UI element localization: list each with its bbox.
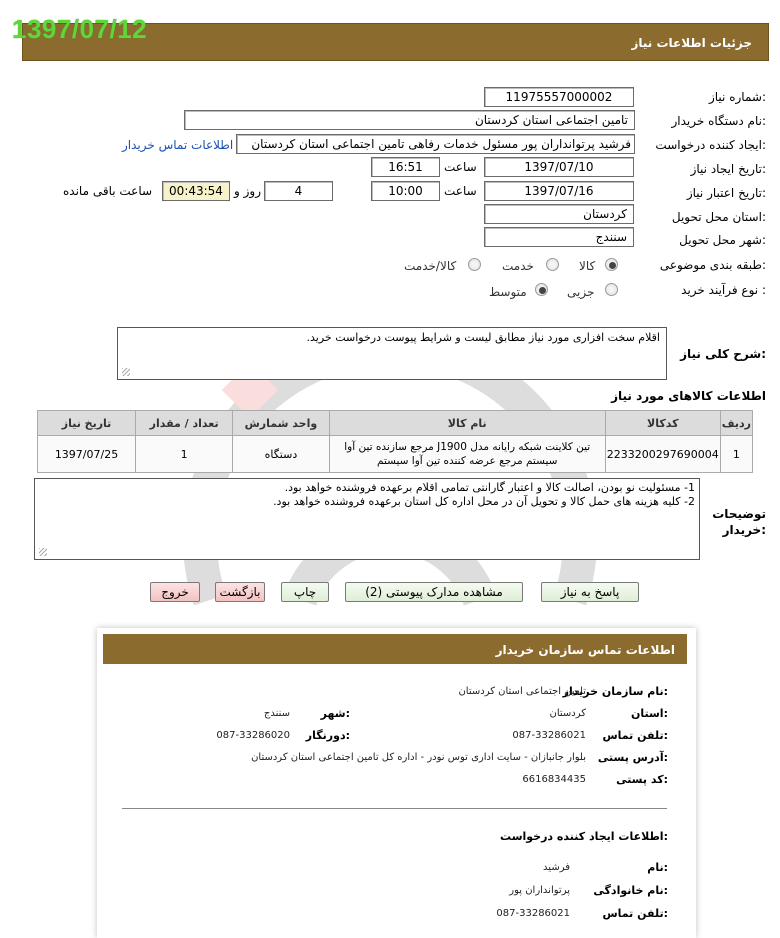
city-label: شهر محل تحویل: [679, 233, 766, 247]
summary-box [117, 327, 667, 380]
province-label: استان محل تحویل: [671, 210, 766, 224]
cell-date: 1397/07/25 [38, 436, 136, 473]
creator-info-title: اطلاعات ایجاد کننده درخواست: [500, 830, 668, 843]
buyer-contact-link[interactable]: اطلاعات تماس خریدار [122, 138, 234, 152]
buyer-org-label: نام دستگاه خریدار: [671, 114, 766, 128]
category-option-both: کالا/خدمت [404, 259, 457, 273]
col-date: تاریخ نیاز [38, 411, 136, 436]
cell-name: تین کلاینت شبکه رایانه مدل J1900 مرجع سازنده تین آوا سیستم مرجع عرضه کننده تین آوا سیستم [329, 436, 605, 473]
col-unit: واحد شمارش [233, 411, 330, 436]
contact-address-label: آدرس پستی: [597, 751, 668, 764]
contact-card-header [103, 634, 687, 664]
contact-city-value: سنندج [263, 708, 290, 719]
category-radio-both[interactable] [468, 258, 481, 271]
contact-postal-label: کد پستی: [616, 773, 668, 786]
contact-postal-value: 6616834435 [522, 774, 586, 785]
cell-row: 1 [720, 436, 752, 473]
process-radio-minor[interactable] [605, 283, 618, 296]
items-section-title: اطلاعات کالاهای مورد نیاز [611, 389, 766, 403]
remaining-days-field: 4 [264, 181, 333, 201]
items-table [37, 410, 753, 473]
cell-qty: 1 [136, 436, 233, 473]
contact-address-value: بلوار جانبازان - سایت اداری توس نودر - اداره کل تامین اجتماعی استان کردستان [251, 752, 586, 763]
buyer-org-field: تامین اجتماعی استان کردستان [184, 110, 635, 130]
buyer-notes-box [34, 478, 700, 560]
page-title: جزئیات اطلاعات نیاز [631, 36, 752, 50]
creator-name-value: فرشید [543, 862, 570, 873]
back-button[interactable]: بازگشت [215, 582, 265, 602]
resize-handle[interactable] [39, 548, 47, 556]
category-option-goods: کالا [579, 259, 596, 273]
cell-code: 2233200297690004 [605, 436, 720, 473]
create-date-label: تاریخ ایجاد نیاز: [690, 162, 766, 176]
contact-province-label: استان: [630, 707, 668, 720]
contact-phone-value: 087-33286021 [512, 730, 586, 741]
contact-card-title: اطلاعات تماس سازمان خریدار [495, 643, 675, 657]
remaining-time-field: 00:43:54 [162, 181, 230, 201]
table-row [38, 436, 753, 473]
create-date-field: 1397/07/10 [484, 157, 634, 177]
city-field: سنندج [484, 227, 634, 247]
creator-phone-value: 087-33286021 [496, 908, 570, 919]
process-option-medium: متوسط [489, 285, 527, 299]
validity-date-label: تاریخ اعتبار نیاز: [686, 186, 766, 200]
category-label: طبقه بندی موضوعی: [659, 258, 766, 272]
contact-province-value: کردستان [549, 708, 586, 719]
category-radio-goods[interactable] [605, 258, 618, 271]
creator-field: فرشید پرتوانداران پور مسئول خدمات رفاهی تامین اجتماعی استان کردستان [236, 134, 635, 154]
contact-org-label: نام سازمان خریدار: [562, 685, 668, 698]
creator-phone-label: تلفن تماس: [602, 907, 668, 920]
summary-label: شرح کلی نیاز: [680, 347, 766, 361]
creator-label: ایجاد کننده درخواست: [655, 138, 766, 152]
buyer-note-line-1: 1- مسئولیت نو بودن، اصالت کالا و اعتبار گارانتی تمامی اقلام برعهده فروشنده خواهد بود. [284, 481, 695, 494]
category-radio-service[interactable] [546, 258, 559, 271]
creator-family-value: پرتوانداران پور [509, 885, 570, 896]
validity-time-label: ساعت [444, 184, 477, 198]
need-number-label: شماره نیاز: [708, 90, 766, 104]
exit-button[interactable]: خروج [150, 582, 200, 602]
cell-unit: دستگاه [233, 436, 330, 473]
attachments-button[interactable]: مشاهده مدارک پیوستی (2) [345, 582, 523, 602]
contact-phone-label: تلفن تماس: [602, 729, 668, 742]
buyer-note-line-2: 2- کلیه هزینه های حمل کالا و تحویل آن در محل اداره کل استان برعهده فروشنده خواهد بود. [273, 495, 695, 508]
process-label: نوع فرآیند خرید : [681, 283, 766, 297]
contact-org-value: تامین اجتماعی استان کردستان [458, 686, 586, 697]
province-field: کردستان [484, 204, 634, 224]
buyer-notes-label: توضیحات خریدار: [712, 507, 766, 537]
validity-date-field: 1397/07/16 [484, 181, 634, 201]
need-number-field: 11975557000002 [484, 87, 634, 107]
col-qty: تعداد / مقدار [136, 411, 233, 436]
contact-city-label: شهر: [320, 707, 350, 720]
reply-button[interactable]: پاسخ به نیاز [541, 582, 639, 602]
contact-divider [122, 808, 667, 809]
datestamp: 1397/07/12 [12, 14, 148, 44]
contact-fax-value: 087-33286020 [216, 730, 290, 741]
contact-fax-label: دورنگار: [305, 729, 350, 742]
creator-family-label: نام خانوادگی: [593, 884, 668, 897]
items-header-row [38, 411, 753, 436]
create-time-field: 16:51 [371, 157, 440, 177]
remaining-label: ساعت باقی مانده [63, 184, 153, 198]
summary-text: اقلام سخت افزاری مورد نیاز مطابق لیست و شرایط پیوست درخواست خرید. [306, 331, 660, 344]
print-button[interactable]: چاپ [281, 582, 329, 602]
creator-name-label: نام: [647, 861, 668, 874]
validity-time-field: 10:00 [371, 181, 440, 201]
col-row: ردیف [720, 411, 752, 436]
create-time-label: ساعت [444, 160, 477, 174]
category-option-service: خدمت [502, 259, 534, 273]
process-radio-medium[interactable] [535, 283, 548, 296]
resize-handle[interactable] [122, 368, 130, 376]
col-code: کدکالا [605, 411, 720, 436]
process-option-minor: جزیی [567, 285, 595, 299]
days-label: روز و [234, 184, 261, 198]
col-name: نام کالا [329, 411, 605, 436]
